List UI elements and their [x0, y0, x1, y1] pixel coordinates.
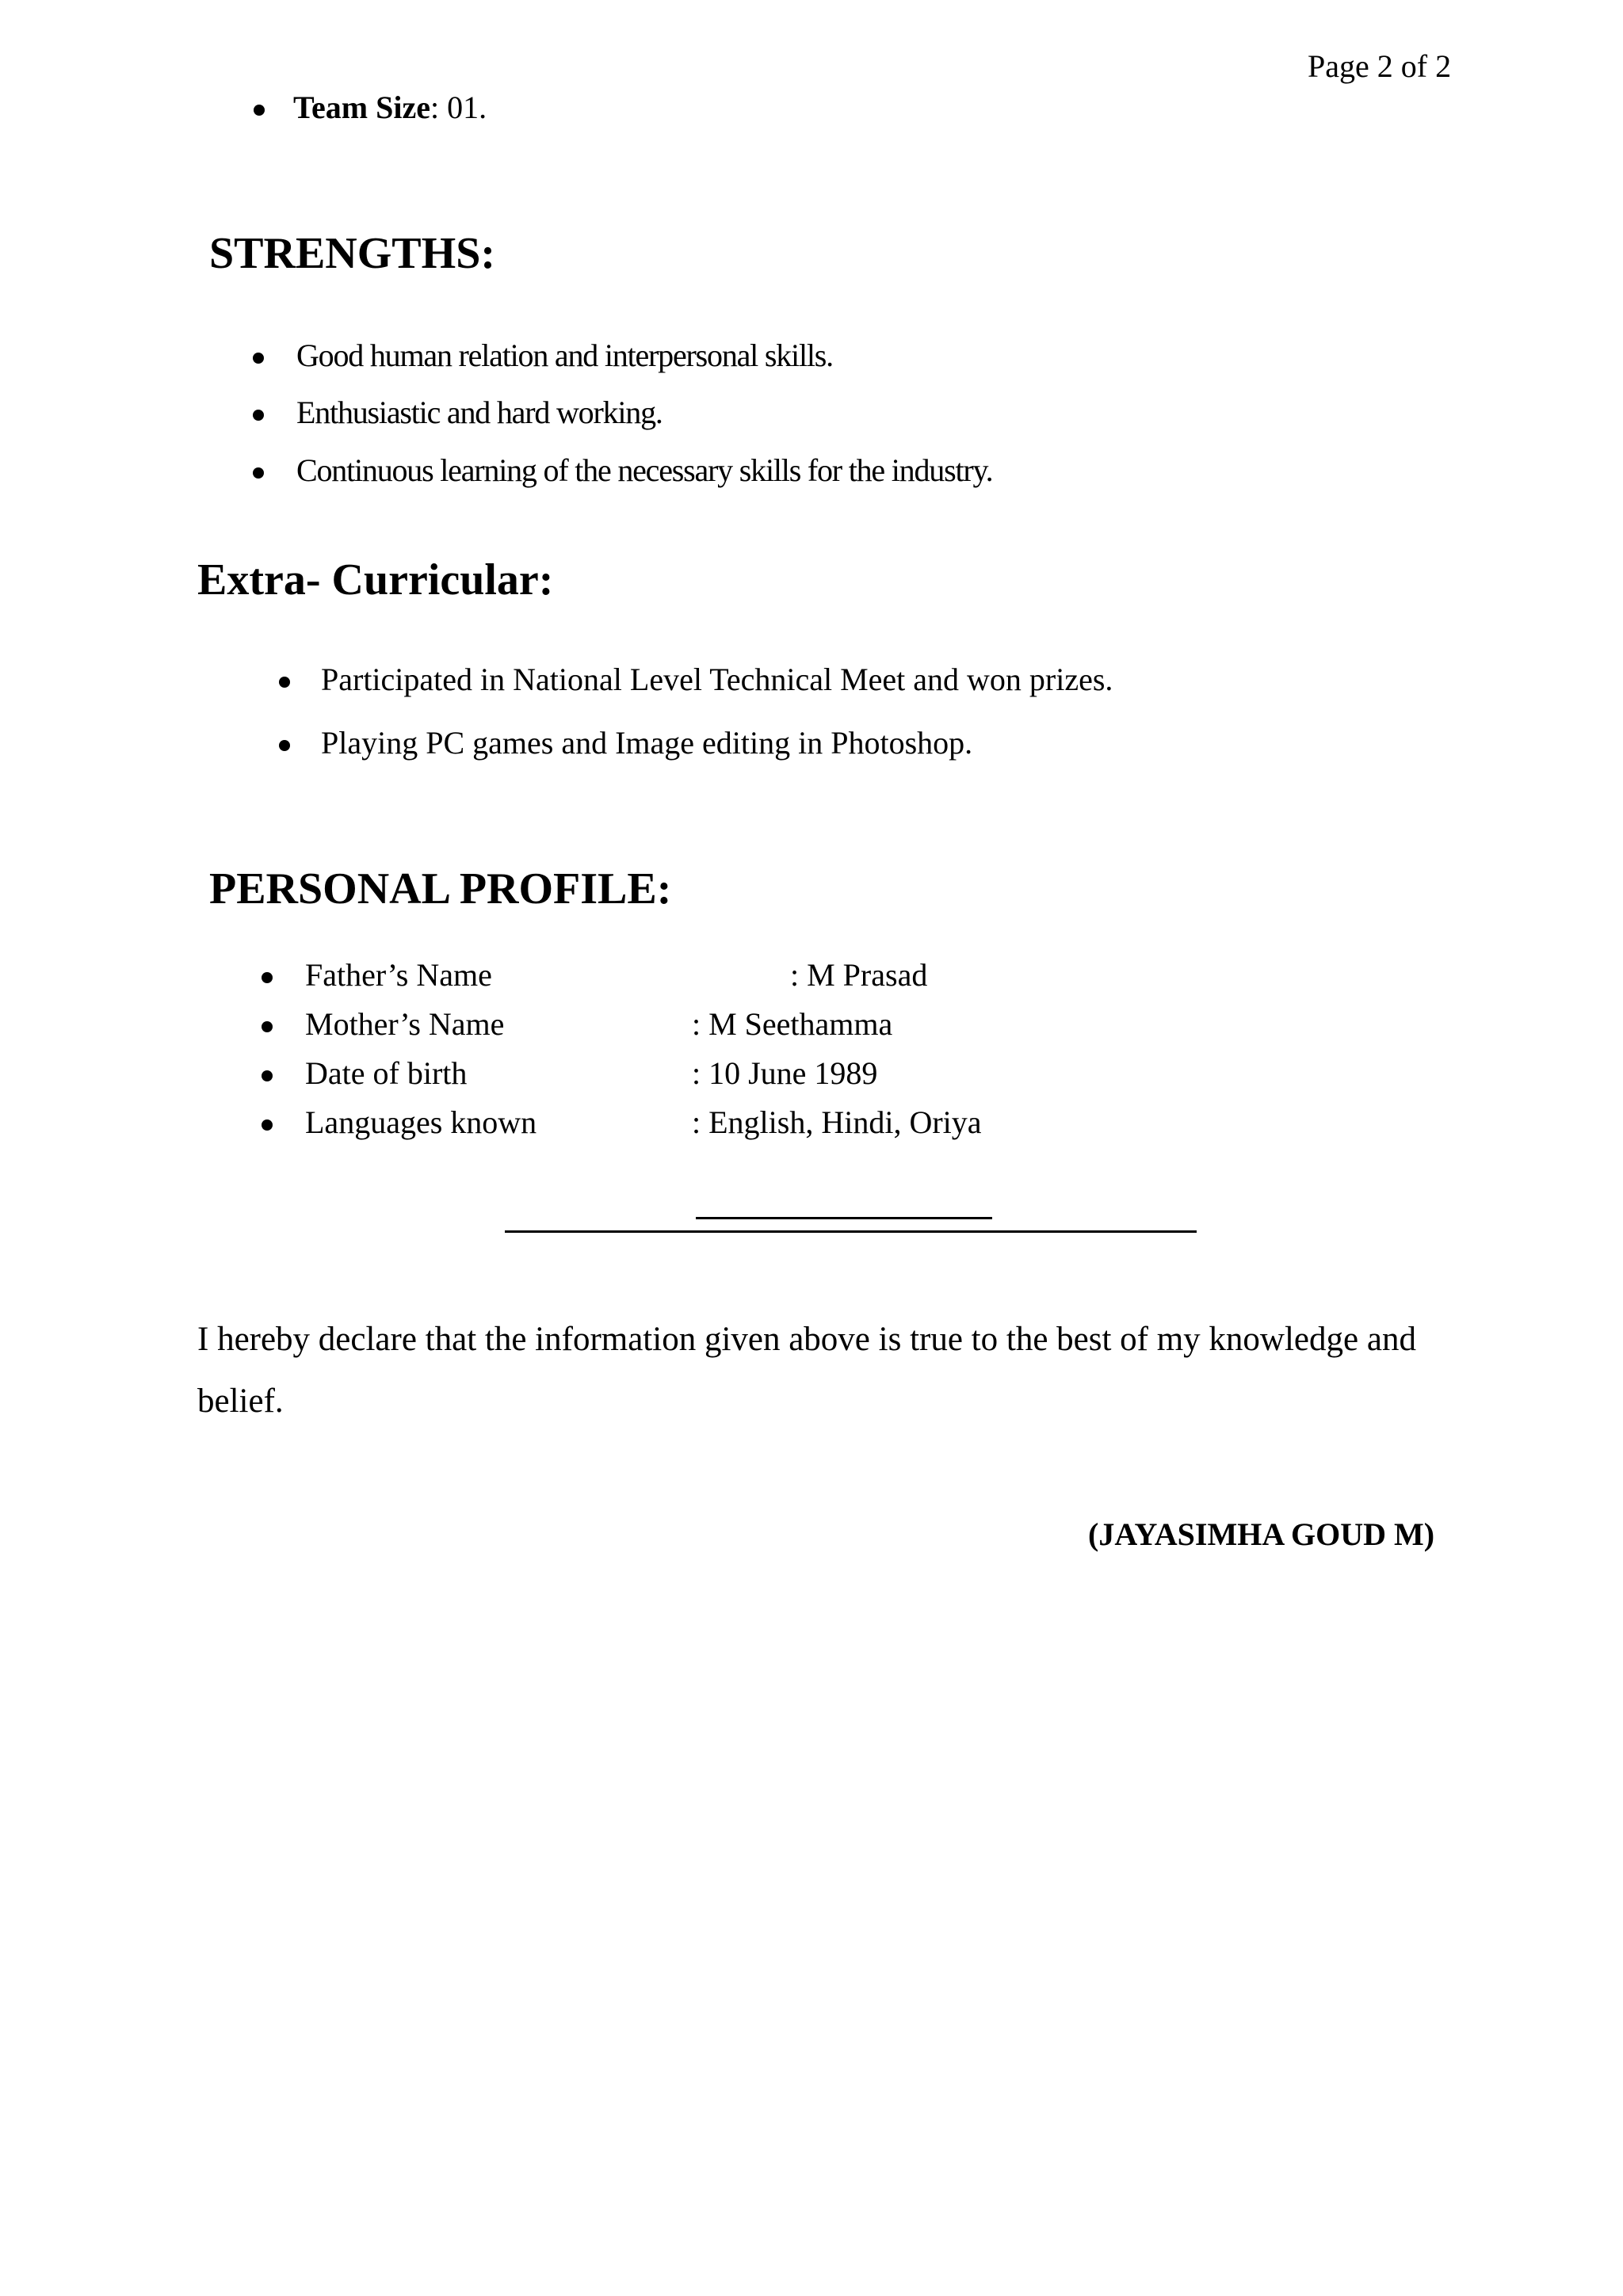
profile-row — [305, 1005, 504, 1043]
team-size-label: Team Size — [293, 90, 430, 125]
profile-row — [305, 1055, 467, 1092]
profile-label: Date of birth — [305, 1055, 468, 1091]
bullet-icon — [262, 1119, 273, 1131]
bullet-icon — [253, 353, 264, 364]
bullet-icon — [254, 105, 265, 116]
bullet-icon — [279, 677, 290, 688]
extra-curricular-heading: Extra- Curricular: — [197, 555, 554, 605]
profile-label: Languages known — [305, 1104, 537, 1140]
bullet-icon — [279, 740, 290, 751]
long-divider-line — [505, 1230, 1197, 1233]
bullet-icon — [262, 1021, 273, 1032]
bullet-icon — [253, 410, 264, 421]
team-size-item — [293, 89, 487, 126]
profile-value: : M Seethamma — [692, 1006, 893, 1042]
strength-text: Good human relation and interpersonal skills. — [296, 338, 833, 373]
extra-curricular-item — [321, 724, 972, 761]
profile-value: : 10 June 1989 — [692, 1055, 878, 1091]
strengths-heading: STRENGTHS: — [209, 229, 495, 278]
strength-item — [296, 337, 833, 374]
strength-text: Enthusiastic and hard working. — [296, 395, 663, 430]
extra-curricular-text: Playing PC games and Image editing in Photoshop. — [321, 725, 973, 761]
bullet-icon — [262, 1070, 273, 1081]
profile-value: : M Prasad — [790, 957, 928, 993]
strength-item — [296, 394, 663, 431]
profile-row — [305, 956, 492, 994]
extra-curricular-item — [321, 661, 1113, 698]
profile-value: : English, Hindi, Oriya — [692, 1104, 982, 1140]
team-size-value: : 01. — [430, 90, 487, 125]
bullet-icon — [253, 467, 264, 479]
bullet-icon — [262, 972, 273, 983]
short-divider-line — [696, 1217, 992, 1219]
personal-profile-heading: PERSONAL PROFILE: — [209, 864, 672, 913]
declaration-text: I hereby declare that the information given above is true to the best of my knowledge and belief. — [197, 1321, 1416, 1420]
profile-label: Father’s Name — [305, 957, 492, 993]
strength-text: Continuous learning of the necessary skills for the industry. — [296, 452, 993, 488]
extra-curricular-text: Participated in National Level Technical Meet and won prizes. — [321, 662, 1113, 697]
profile-row — [305, 1104, 537, 1141]
profile-label: Mother’s Name — [305, 1006, 505, 1042]
page-number: Page 2 of 2 — [1308, 48, 1452, 84]
strength-item — [296, 452, 992, 489]
signature-name: (JAYASIMHA GOUD M) — [1088, 1516, 1435, 1552]
